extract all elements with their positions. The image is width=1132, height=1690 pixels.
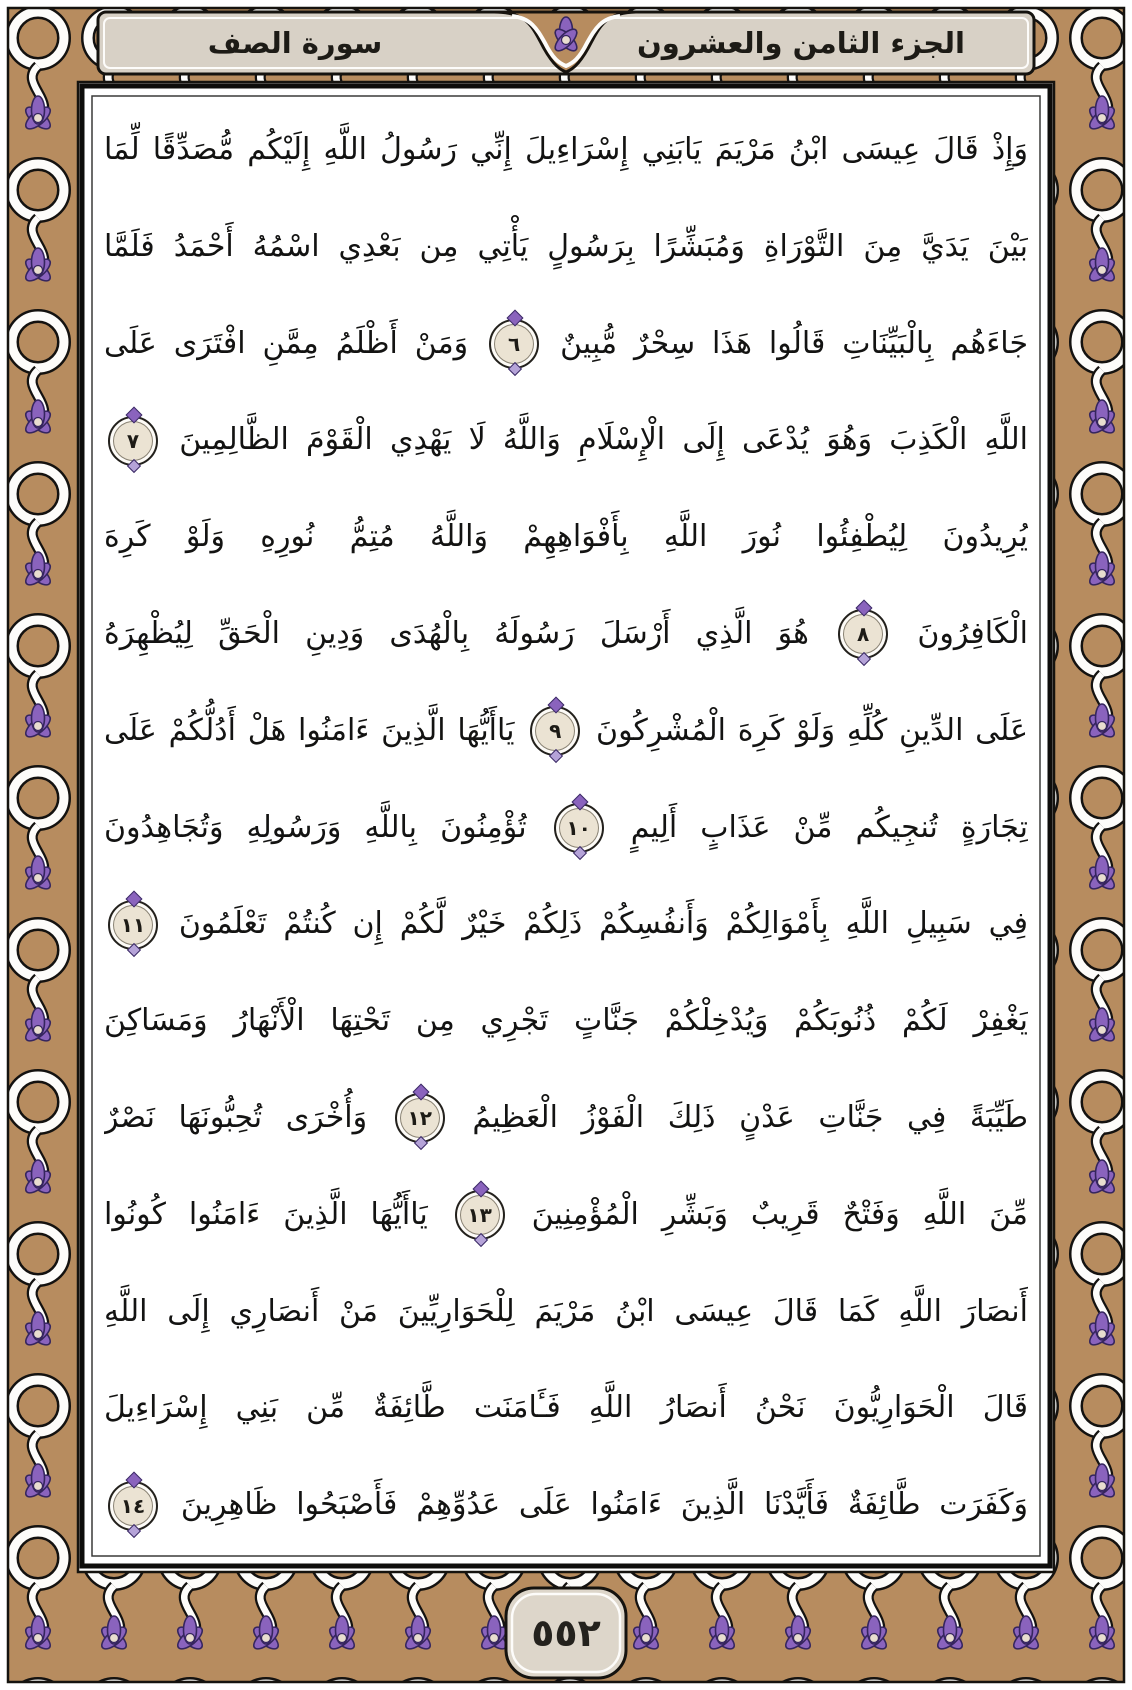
verse-marker: ١٣ xyxy=(455,1190,505,1240)
ayah-text: وَمَنْ أَظْلَمُ مِمَّنِ افْتَرَى عَلَى xyxy=(104,325,469,361)
ayah-text: هُوَ الَّذِي أَرْسَلَ رَسُولَهُ بِالْهُدَى وَدِينِ الْحَقِّ لِيُظْهِرَهُ xyxy=(104,615,809,651)
ayah-text: يُرِيدُونَ لِيُطْفِئُوا نُورَ اللَّهِ بِأَفْوَاهِهِمْ وَاللَّهُ مُتِمُّ نُورِهِ وَلَوْ كَرِهَ xyxy=(104,519,1028,555)
ayah-text: مِّنَ اللَّهِ وَفَتْحٌ قَرِيبٌ وَبَشِّرِ الْمُؤْمِنِينَ xyxy=(531,1196,1028,1232)
quran-line xyxy=(104,199,1028,296)
ayah-text: الْكَافِرُونَ xyxy=(917,615,1028,651)
quran-line xyxy=(104,780,1028,877)
ayah-text: فِي سَبِيلِ اللَّهِ بِأَمْوَالِكُمْ وَأَنفُسِكُمْ ذَلِكُمْ خَيْرٌ لَّكُمْ إِن كُنتُمْ تَعْلَمُونَ xyxy=(178,906,1028,942)
ayah-text: يَاأَيُّهَا الَّذِينَ ءَامَنُوا كُونُوا xyxy=(104,1196,428,1232)
ayah-text: وَأُخْرَى تُحِبُّونَهَا نَصْرٌ xyxy=(104,1099,368,1135)
quran-line xyxy=(104,973,1028,1070)
ayah-text: تِجَارَةٍ تُنجِيكُم مِّنْ عَذَابٍ أَلِيمٍ xyxy=(630,809,1028,845)
quran-line xyxy=(104,1264,1028,1361)
verse-marker: ١٠ xyxy=(554,803,604,853)
ayah-text: قَالَ الْحَوَارِيُّونَ نَحْنُ أَنصَارُ اللَّهِ فَـَٔامَنَت طَّائِفَةٌ مِّن بَنِي إِسْرَاءِيلَ xyxy=(104,1390,1028,1426)
verse-marker: ٨ xyxy=(838,609,888,659)
ayah-text: بَيْنَ يَدَيَّ مِنَ التَّوْرَاةِ وَمُبَشِّرًا بِرَسُولٍ يَأْتِي مِن بَعْدِي اسْمُهُ أَحْمَدُ فَلَمَّا xyxy=(104,228,1028,264)
ayah-text: وَإِذْ قَالَ عِيسَى ابْنُ مَرْيَمَ يَابَنِي إِسْرَاءِيلَ إِنِّي رَسُولُ اللَّهِ إِلَيْكُم مُّصَدِّقًا لِّمَا xyxy=(104,132,1028,167)
ayah-text: طَيِّبَةً فِي جَنَّاتِ عَدْنٍ ذَلِكَ الْفَوْزُ الْعَظِيمُ xyxy=(472,1099,1028,1135)
ayah-text: عَلَى الدِّينِ كُلِّهِ وَلَوْ كَرِهَ الْمُشْرِكُونَ xyxy=(596,712,1028,748)
quran-text-block xyxy=(104,102,1028,1554)
verse-marker: ٧ xyxy=(108,416,158,466)
ayah-text: اللَّهِ الْكَذِبَ وَهُوَ يُدْعَى إِلَى الْإِسْلَامِ وَاللَّهُ لَا يَهْدِي الْقَوْمَ الظَّالِمِينَ xyxy=(179,422,1028,458)
ayah-text: يَغْفِرْ لَكُمْ ذُنُوبَكُمْ وَيُدْخِلْكُمْ جَنَّاتٍ تَجْرِي مِن تَحْتِهَا الْأَنْهَارُ وَمَسَاكِنَ xyxy=(104,1003,1028,1039)
quran-line xyxy=(104,876,1028,973)
quran-line xyxy=(104,586,1028,683)
quran-line xyxy=(104,1360,1028,1457)
ayah-text: جَاءَهُم بِالْبَيِّنَاتِ قَالُوا هَذَا سِحْرٌ مُّبِينٌ xyxy=(560,325,1028,361)
ayah-text: وَكَفَرَت طَّائِفَةٌ فَأَيَّدْنَا الَّذِينَ ءَامَنُوا عَلَى عَدُوِّهِمْ فَأَصْبَحُوا ظَاهِرِينَ xyxy=(180,1487,1028,1523)
verse-marker: ١٤ xyxy=(108,1481,158,1531)
quran-line xyxy=(104,1457,1028,1554)
quran-line xyxy=(104,1167,1028,1264)
verse-marker: ٩ xyxy=(530,706,580,756)
surah-title: سورة الصف xyxy=(207,26,383,60)
page-number: ٥٥٢ xyxy=(531,1611,601,1655)
ayah-text: تُؤْمِنُونَ بِاللَّهِ وَرَسُولِهِ وَتُجَاهِدُونَ xyxy=(104,809,527,845)
ayah-text: أَنصَارَ اللَّهِ كَمَا قَالَ عِيسَى ابْنُ مَرْيَمَ لِلْحَوَارِيِّينَ مَنْ أَنصَارِي إِلَى اللَّهِ xyxy=(104,1293,1028,1329)
verse-marker: ٦ xyxy=(489,319,539,369)
ayah-text: يَاأَيُّهَا الَّذِينَ ءَامَنُوا هَلْ أَدُلُّكُمْ عَلَى xyxy=(104,712,515,748)
quran-line xyxy=(104,296,1028,393)
quran-line xyxy=(104,489,1028,586)
quran-line xyxy=(104,392,1028,489)
verse-marker: ١١ xyxy=(108,900,158,950)
juz-title: الجزء الثامن والعشرون xyxy=(637,26,965,60)
quran-line xyxy=(104,683,1028,780)
quran-line xyxy=(104,102,1028,199)
quran-line xyxy=(104,1070,1028,1167)
verse-marker: ١٢ xyxy=(395,1093,445,1143)
